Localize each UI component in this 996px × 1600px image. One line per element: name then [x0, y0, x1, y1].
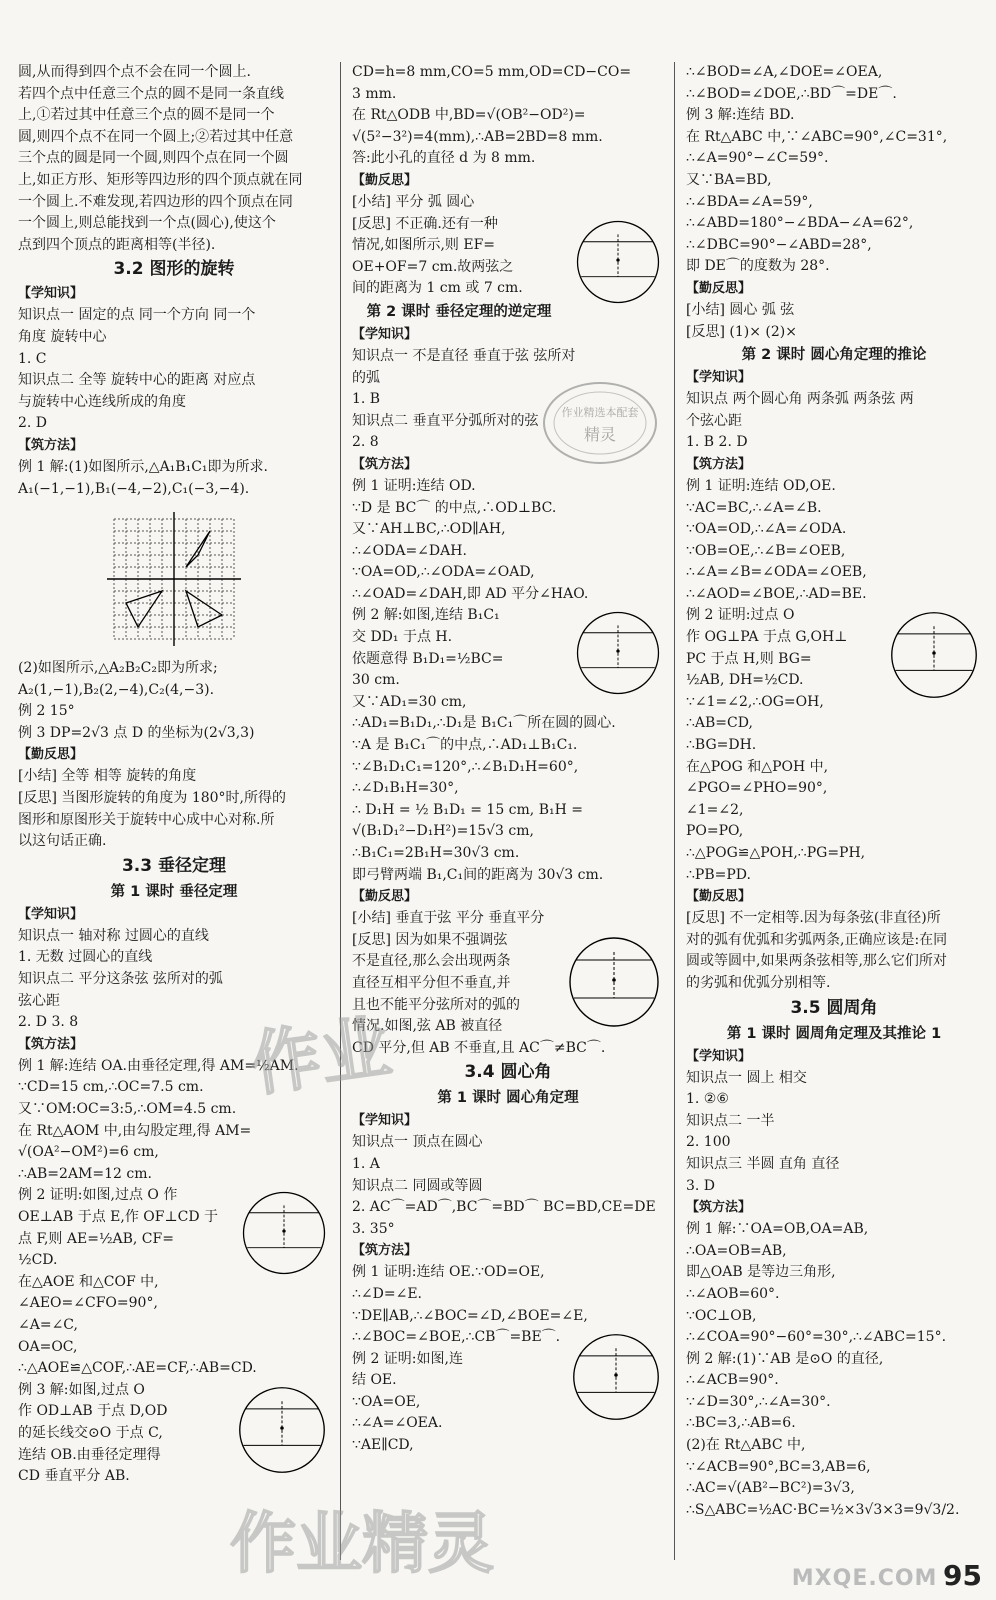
text-line: ∵OA=OD,∴∠A=∠ODA.	[686, 521, 847, 538]
text-line: 即△OAB 是等边三角形,	[686, 1264, 836, 1281]
text-line: 的劣弧和优弧分别相等.	[686, 974, 831, 991]
text-line: 知识点二 垂直平分弧所对的弦	[352, 412, 539, 429]
text-line: 作 OG⊥PA 于点 G,OH⊥	[686, 629, 848, 646]
text-line: ∴AD₁=B₁D₁,∴D₁是 B₁C₁⌒所在圆的圆心.	[352, 715, 616, 732]
text-line: 3.4 圆心角	[464, 1062, 552, 1083]
text-line: 点 F,则 AE=½AB, CF=	[18, 1230, 174, 1247]
text-line: 第 2 课时 垂径定理的逆定理	[366, 303, 552, 320]
text-line: √(OA²−OM²)=6 cm,	[18, 1144, 159, 1161]
text-line: 在 Rt△ODB 中,BD=√(OB²−OD²)=	[352, 107, 586, 124]
text-line: ∴B₁C₁=2B₁H=30√3 cm.	[352, 845, 520, 861]
text-line: 例 2 解:(1)∵AB 是⊙O 的直径,	[686, 1350, 884, 1367]
text-line: 直径互相平分但不垂直,并	[352, 974, 511, 991]
text-line: 【学知识】	[686, 370, 752, 386]
text-line: ½AB, DH=½CD.	[686, 672, 804, 689]
column-1	[18, 62, 330, 1560]
text-line: 1. B 2. D	[686, 434, 748, 451]
text-line: ∴∠D=∠E.	[352, 1285, 422, 1302]
text-line: √(B₁D₁²−D₁H²)=15√3 cm,	[352, 823, 534, 840]
text-line: 知识点二 一半	[686, 1112, 775, 1129]
chord-equal-figure	[238, 1187, 330, 1279]
column-3	[686, 62, 982, 1560]
text-line: 若四个点中任意三个点的圆不是同一条直线	[18, 85, 284, 102]
text-line: 的弧	[352, 369, 380, 386]
text-line: ∴∠BOD=∠A,∠DOE=∠OEA,	[686, 64, 883, 80]
text-line: ∠1=∠2,	[686, 801, 744, 818]
text-line: ∴∠ACB=90°.	[686, 1372, 779, 1389]
text-line: 【学知识】	[352, 1113, 418, 1129]
text-line: 且也不能平分弦所对的弧的	[352, 996, 520, 1013]
watermark: 作业精灵	[230, 1505, 494, 1582]
text-line: ∴∠ODA=∠DAH.	[352, 542, 467, 559]
text-line: 1. ②⑥	[686, 1091, 729, 1108]
text-line: 例 2 证明:如图,过点 O 作	[18, 1187, 178, 1204]
text-line: 情况,如图所示,则 EF=	[352, 237, 496, 254]
text-line: 对的弧有优弧和劣弧两条,正确应该是:在同	[686, 931, 948, 948]
chord-circle-figure	[572, 216, 664, 308]
text-line: OE+OF=7 cm.故两弦之	[352, 258, 514, 275]
text-line: ∠A=∠C,	[18, 1316, 78, 1333]
text-line: 即弓臂两端 B₁,C₁间的距离为 30√3 cm.	[352, 866, 604, 883]
text-line: 在△POG 和△POH 中,	[686, 758, 829, 775]
text-line: [反思] 不正确.还有一种	[352, 215, 498, 232]
text-line: 3 mm.	[352, 85, 397, 102]
text-line: 上,如正方形、矩形等四边形的四个顶点就在同	[18, 171, 303, 188]
text-line: ∴∠DBC=90°−∠ABD=28°,	[686, 236, 872, 253]
text-line: ∵∠B₁D₁C₁=120°,∴∠B₁D₁H=60°,	[352, 758, 579, 775]
text-line: 又∵AH⊥BC,∴OD∥AH,	[352, 521, 506, 538]
text-line: CD 垂直平分 AB.	[18, 1468, 130, 1485]
text-line: 例 2 15°	[18, 703, 75, 720]
text-line: 答:此小孔的直径 d 为 8 mm.	[352, 150, 536, 167]
text-line: 【筑方法】	[686, 456, 752, 472]
central-angle-figure	[568, 1329, 664, 1425]
text-line: 不是直径,那么会出现两条	[352, 953, 511, 970]
diameter-circle-figure	[564, 932, 664, 1032]
text-line: ∴∠A=90°−∠C=59°.	[686, 150, 829, 167]
column-2	[352, 62, 664, 1560]
text-line: OA=OC,	[18, 1338, 78, 1355]
text-line: 例 1 证明:连结 OE.∵OD=OE,	[352, 1264, 545, 1281]
text-line: 例 1 解:∵OA=OB,OA=AB,	[686, 1221, 869, 1238]
text-line: ∴BG=DH.	[686, 737, 757, 754]
text-line: ½CD.	[18, 1252, 58, 1269]
text-line: ∵OA=OD,∴∠ODA=∠OAD,	[352, 564, 535, 581]
text-line: 又∵OM:OC=3:5,∴OM=4.5 cm.	[18, 1101, 237, 1117]
text-line: ∵AC=BC,∴∠A=∠B.	[686, 499, 822, 516]
text-line: ∵OC⊥OB,	[686, 1307, 757, 1324]
text-line: [反思] 当图形旋转的角度为 180°时,所得的	[18, 790, 286, 807]
stamp-seal	[540, 378, 660, 468]
text-line: 例 1 解:(1)如图所示,△A₁B₁C₁即为所求.	[18, 458, 268, 475]
text-line: 【学知识】	[352, 326, 418, 342]
text-line: PO=PO,	[686, 823, 744, 840]
text-line: [反思] (1)× (2)×	[686, 323, 797, 340]
text-line: 知识点一 固定的点 同一个方向 同一个	[18, 307, 256, 324]
text-line: 例 3 解:连结 BD.	[686, 107, 795, 124]
text-line: 1. 无数 过圆心的直线	[18, 949, 153, 966]
text-line: 3.2 图形的旋转	[113, 259, 235, 280]
text-line: 2. AC⌒=AD⌒,BC⌒=BD⌒ BC=BD,CE=DE	[352, 1199, 656, 1216]
text-line: 例 3 DP=2√3 点 D 的坐标为(2√3,3)	[18, 724, 255, 741]
text-line: 例 2 证明:过点 O	[686, 607, 795, 624]
text-line: 例 1 解:连结 OA.由垂径定理,得 AM=½AM.	[18, 1057, 299, 1074]
text-line: 知识点二 全等 旋转中心的距离 对应点	[18, 372, 256, 389]
column-divider	[340, 62, 341, 1560]
text-line: [小结] 平分 弧 圆心	[352, 193, 475, 210]
text-line: ∴∠A=∠B=∠ODA=∠OEB,	[686, 564, 867, 581]
text-line: 2. D 3. 8	[18, 1014, 79, 1031]
text-line: ∵∠D=30°,∴∠A=30°.	[686, 1393, 831, 1410]
text-line: 第 2 课时 圆心角定理的推论	[741, 347, 927, 364]
text-line: CD 平分,但 AB 不垂直,且 AC⌒≠BC⌒.	[352, 1039, 606, 1056]
text-line: 3.5 圆周角	[790, 997, 878, 1018]
text-line: 上,①若过其中任意三个点的圆不是同一个	[18, 107, 275, 124]
text-line: 3.3 垂径定理	[121, 855, 227, 876]
text-line: 知识点一 不是直径 垂直于弦 弦所对	[352, 347, 576, 364]
text-line: 在 Rt△ABC 中,∵∠ABC=90°,∠C=31°,	[686, 128, 948, 145]
text-line: [小结] 垂直于弦 平分 垂直平分	[352, 910, 545, 927]
text-line: 【筑方法】	[18, 437, 84, 453]
text-line: ∴△POG≌△POH,∴PG=PH,	[686, 845, 866, 861]
text-line: 【筑方法】	[686, 1200, 752, 1216]
text-line: 【学知识】	[18, 906, 84, 922]
secant-circle-figure	[886, 607, 982, 703]
text-line: 的延长线交⊙O 于点 C,	[18, 1424, 163, 1441]
text-line: [反思] 因为如果不强调弦	[352, 931, 508, 948]
text-line: 在△AOE 和△COF 中,	[18, 1273, 159, 1290]
text-line: 与旋转中心连线所成的角度	[18, 393, 186, 410]
text-line: ∴∠BOD=∠DOE,∴BD⌒=DE⌒.	[686, 85, 897, 102]
text-line: 知识点一 轴对称 过圆心的直线	[18, 927, 209, 944]
text-line: 情况.如图,弦 AB 被直径	[352, 1018, 503, 1035]
text-line: ∴∠AOD=∠BOE,∴AD=BE.	[686, 585, 867, 602]
text-line: 例 3 解:如图,过点 O	[18, 1381, 145, 1398]
text-line: 例 2 证明:如图,连	[352, 1350, 463, 1367]
footer	[792, 1559, 982, 1592]
text-line: 【学知识】	[686, 1048, 752, 1064]
text-line: 【筑方法】	[18, 1036, 84, 1052]
text-line: ∵A 是 B₁C₁⌒的中点,∴AD₁⊥B₁C₁.	[352, 737, 578, 754]
text-line: 【勤反思】	[686, 889, 752, 905]
svg-text:作业精选本配套: 作业精选本配套	[561, 406, 639, 419]
text-line: PC 于点 H,则 BG=	[686, 650, 812, 667]
text-line: CD=h=8 mm,CO=5 mm,OD=CD−CO=	[352, 64, 632, 80]
text-line: ∠PGO=∠PHO=90°,	[686, 780, 828, 797]
text-line: ∴OA=OB=AB,	[686, 1242, 787, 1259]
text-line: 又∵AD₁=30 cm,	[352, 693, 467, 710]
text-line: 例 2 解:如图,连结 B₁C₁	[352, 607, 500, 624]
text-line: 知识点一 顶点在圆心	[352, 1134, 483, 1151]
site-logo: MXQE.COM	[791, 1566, 938, 1591]
text-line: ∴∠D₁B₁H=30°,	[352, 780, 459, 797]
arc-bow-figure	[572, 607, 664, 699]
text-line: [小结] 圆心 弧 弦	[686, 301, 795, 318]
text-line: 在 Rt△AOM 中,由勾股定理,得 AM=	[18, 1122, 252, 1139]
text-line: A₂(1,−1),B₂(2,−4),C₂(4,−3).	[18, 681, 215, 698]
watermark: 作业	[245, 1005, 396, 1107]
text-line: ∴∠AOB=60°.	[686, 1285, 780, 1302]
text-line: ∴S△ABC=½AC·BC=½×3√3×3=9√3/2.	[686, 1501, 960, 1518]
text-line: 例 1 证明:连结 OD,OE.	[686, 477, 836, 494]
text-line: 1. A	[352, 1155, 380, 1172]
page-number: 95	[943, 1559, 982, 1592]
text-line: ∠AEO=∠CFO=90°,	[18, 1295, 158, 1312]
text-line: ∴AB=CD,	[686, 715, 753, 732]
text-line: 知识点二 平分这条弦 弦所对的弧	[18, 971, 223, 988]
text-line: 一个圆上,则总能找到一个点(圆心),使这个	[18, 215, 276, 232]
pipe-circle-figure	[234, 1382, 330, 1478]
text-line: 第 1 课时 圆周角定理及其推论 1	[726, 1025, 942, 1042]
text-line: 连结 OB.由垂径定理得	[18, 1446, 161, 1463]
text-line: 【勤反思】	[18, 747, 84, 763]
text-line: √(5²−3²)=4(mm),∴AB=2BD=8 mm.	[352, 128, 603, 145]
text-line: ∵CD=15 cm,∴OC=7.5 cm.	[18, 1079, 204, 1096]
text-line: OE⊥AB 于点 E,作 OF⊥CD 于	[18, 1208, 219, 1225]
text-line: 2. D	[18, 415, 48, 432]
text-line: 以这句话正确.	[18, 833, 107, 850]
text-line: 作 OD⊥AB 于点 D,OD	[18, 1403, 168, 1420]
text-line: 【学知识】	[18, 286, 84, 302]
text-line: ∵DE∥AB,∴∠BOC=∠D,∠BOE=∠E,	[352, 1307, 588, 1324]
text-line: 3. 35°	[352, 1220, 395, 1237]
text-line: A₁(−1,−1),B₁(−4,−2),C₁(−3,−4).	[18, 480, 250, 497]
column-divider	[674, 62, 675, 1560]
text-line: 圆或等圆中,如果两条弦相等,那么它们所对	[686, 953, 947, 970]
text-line: 依题意得 B₁D₁=½BC=	[352, 650, 504, 667]
text-line: 一个圆上.不难发现,若四边形的四个顶点在同	[18, 193, 293, 210]
text-line: 角度 旋转中心	[18, 328, 107, 345]
text-line: ∴∠ABD=180°−∠BDA−∠A=62°,	[686, 215, 914, 232]
text-line: 三个点的圆是同一个圆,则四个点在同一个圆	[18, 150, 289, 167]
text-line: ∴△AOE≌△COF,∴AE=CF,∴AB=CD.	[18, 1360, 257, 1377]
text-line: 知识点三 半圆 直角 直径	[686, 1155, 840, 1172]
text-line: (2)在 Rt△ABC 中,	[686, 1437, 806, 1454]
text-line: ∴AC=√(AB²−BC²)=3√3,	[686, 1480, 855, 1497]
text-line: 1. B	[352, 391, 381, 408]
text-line: 第 1 课时 圆心角定理	[437, 1090, 579, 1107]
text-line: 【勤反思】	[352, 172, 418, 188]
text-line: ∴BC=3,∴AB=6.	[686, 1415, 796, 1432]
text-line: ∵D 是 BC⌒ 的中点,∴OD⊥BC.	[352, 499, 557, 516]
text-line: 例 1 证明:连结 OD.	[352, 477, 476, 494]
text-line: ∴PB=PD.	[686, 866, 751, 883]
text-line: (2)如图所示,△A₂B₂C₂即为所求;	[18, 660, 218, 677]
text-line: 点到四个顶点的距离相等(半径).	[18, 236, 216, 253]
text-line: 圆,则四个点不在同一个圆上;②若过其中任意	[18, 128, 294, 145]
text-line: 知识点二 同圆或等圆	[352, 1177, 483, 1194]
text-line: 【筑方法】	[352, 1243, 418, 1259]
coordinate-grid-figure	[99, 504, 249, 654]
text-line: 结 OE.	[352, 1372, 397, 1389]
text-line: ∵OA=OE,	[352, 1393, 421, 1410]
text-line: 知识点 两个圆心角 两条弧 两条弦 两	[686, 391, 914, 408]
text-line: ∵∠1=∠2,∴OG=OH,	[686, 693, 824, 710]
text-line: ∴∠A=∠OEA.	[352, 1415, 443, 1432]
text-line: 1. C	[18, 350, 47, 367]
text-line: ∵∠ACB=90°,BC=3,AB=6,	[686, 1458, 871, 1475]
text-line: 【勤反思】	[352, 889, 418, 905]
text-line: ∴∠BDA=∠A=59°,	[686, 193, 813, 210]
text-line: ∵AE∥CD,	[352, 1437, 414, 1454]
text-line: 2. 8	[352, 434, 379, 451]
text-line: 即 DE⌒的度数为 28°.	[686, 258, 830, 275]
text-line: 交 DD₁ 于点 H.	[352, 629, 453, 646]
text-line: 知识点一 圆上 相交	[686, 1069, 807, 1086]
text-line: ∴∠OAD=∠DAH,即 AD 平分∠HAO.	[352, 585, 589, 602]
text-line: 【勤反思】	[686, 280, 752, 296]
text-line: 2. 100	[686, 1134, 731, 1151]
text-line: 【筑方法】	[352, 456, 418, 472]
text-line: [小结] 全等 相等 旋转的角度	[18, 768, 197, 785]
text-line: ∴ D₁H = ½ B₁D₁ = 15 cm, B₁H =	[352, 801, 583, 818]
text-line: 又∵BA=BD,	[686, 171, 772, 188]
text-line: 3. D	[686, 1177, 716, 1194]
text-line: 圆,从而得到四个点不会在同一个圆上.	[18, 64, 251, 80]
svg-text:精灵: 精灵	[583, 425, 617, 444]
text-line: 间的距离为 1 cm 或 7 cm.	[352, 280, 523, 297]
text-line: 30 cm.	[352, 672, 400, 689]
text-line: ∴AB=2AM=12 cm.	[18, 1165, 152, 1182]
text-line: ∴∠COA=90°−60°=30°,∴∠ABC=15°.	[686, 1329, 947, 1346]
text-line: [反思] 不一定相等.因为每条弦(非直径)所	[686, 910, 941, 927]
text-line: ∴∠BOC=∠BOE,∴CB⌒=BE⌒.	[352, 1329, 561, 1346]
text-line: 图形和原图形关于旋转中心成中心对称.所	[18, 811, 275, 828]
text-line: ∵OB=OE,∴∠B=∠OEB,	[686, 542, 846, 559]
text-line: 第 1 课时 垂径定理	[110, 883, 238, 900]
text-line: 个弦心距	[686, 412, 742, 429]
text-line: 弦心距	[18, 992, 60, 1009]
